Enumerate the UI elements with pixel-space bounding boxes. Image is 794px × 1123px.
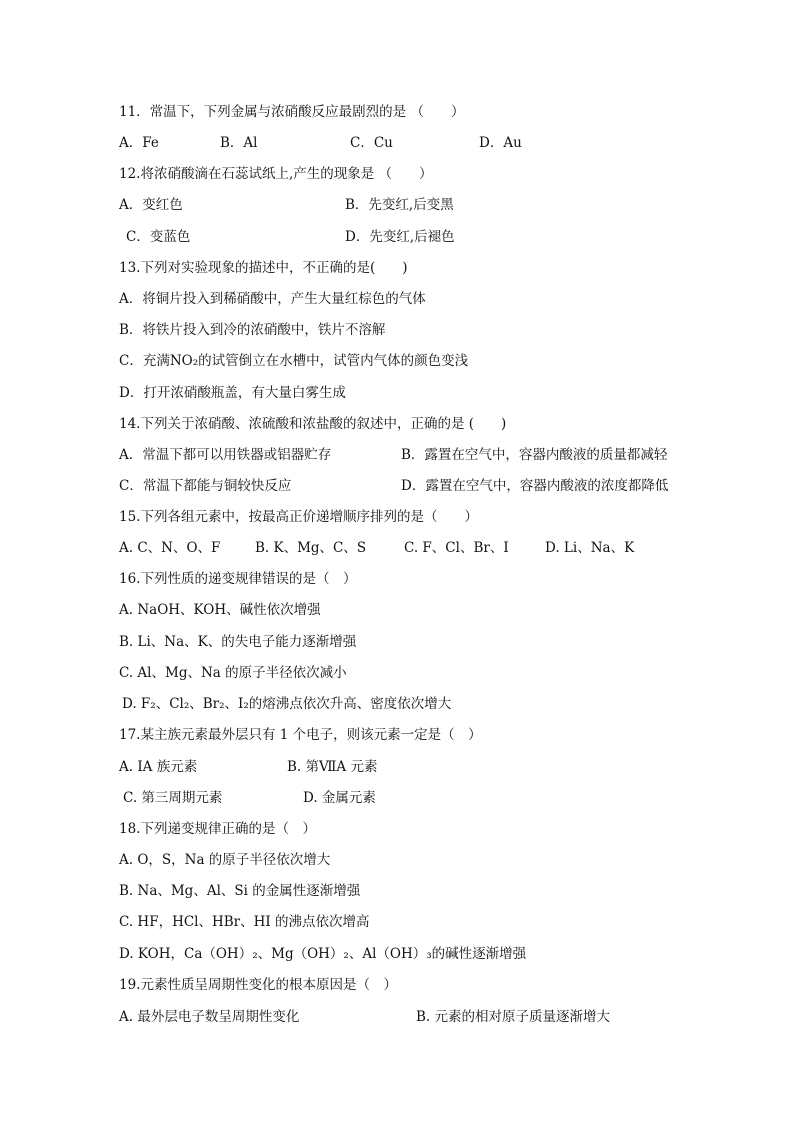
question-12-option-d: D．先变红,后褪色 <box>345 229 455 245</box>
question-13-option-c: C．充满NO₂的试管倒立在水槽中，试管内气体的颜色变浅 <box>119 353 469 369</box>
question-19-option-b: B. 元素的相对原子质量逐渐增大 <box>416 1009 611 1025</box>
question-16-option-b: B. Li、Na、K、的失电子能力逐渐增强 <box>119 634 357 650</box>
question-12-option-b: B．先变红,后变黑 <box>345 197 454 213</box>
question-18-stem: 18.下列递变规律正确的是（ ） <box>119 821 316 837</box>
question-16-option-a: A. NaOH、KOH、碱性依次增强 <box>119 602 321 618</box>
question-17-option-b: B. 第ⅦA 元素 <box>287 759 378 775</box>
question-15-stem: 15.下列各组元素中，按最高正价递增顺序排列的是（ ） <box>119 509 478 525</box>
question-11-stem: 11．常温下，下列金属与浓硝酸反应最剧烈的是 （ ） <box>119 104 465 120</box>
question-11-option-d: D．Au <box>479 135 522 151</box>
question-13-option-a: A．将铜片投入到稀硝酸中，产生大量红棕色的气体 <box>119 291 426 307</box>
question-15-option-b: B. K、Mg、C、S <box>255 540 367 556</box>
question-16-option-d: D. F₂、Cl₂、Br₂、I₂的熔沸点依次升高、密度依次增大 <box>122 696 452 712</box>
question-12-option-a: A．变红色 <box>119 197 183 213</box>
question-18-option-c: C. HF，HCl、HBr、HI 的沸点依次增高 <box>119 914 370 930</box>
question-15-option-a: A. C、N、O、F <box>119 540 221 556</box>
question-13-option-b: B．将铁片投入到冷的浓硝酸中，铁片不溶解 <box>119 322 386 338</box>
question-14-option-a: A．常温下都可以用铁器或铝器贮存 <box>119 447 332 463</box>
question-18-option-b: B. Na、Mg、Al、Si 的金属性逐渐增强 <box>119 883 361 899</box>
question-11-option-c: C．Cu <box>350 135 393 151</box>
question-17-option-d: D. 金属元素 <box>303 790 376 806</box>
question-14-stem: 14.下列关于浓硝酸、浓硫酸和浓盐酸的叙述中，正确的是 ( ) <box>119 416 507 432</box>
question-17-option-a: A. ⅠA 族元素 <box>119 759 198 775</box>
question-16-stem: 16.下列性质的递变规律错误的是（ ） <box>119 571 357 587</box>
question-19-option-a: A. 最外层电子数呈周期性变化 <box>119 1009 300 1025</box>
question-13-stem: 13.下列对实验现象的描述中，不正确的是( ) <box>119 260 408 276</box>
question-18-option-d: D. KOH，Ca（OH）₂、Mg（OH）₂、Al（OH）₃的碱性逐渐增强 <box>119 946 527 962</box>
question-15-option-c: C. F、Cl、Br、I <box>404 540 509 556</box>
question-17-stem: 17.某主族元素最外层只有 1 个电子，则该元素一定是（ ） <box>119 727 482 743</box>
question-14-option-c: C．常温下都能与铜较快反应 <box>119 478 292 494</box>
question-19-stem: 19.元素性质呈周期性变化的根本原因是（ ） <box>119 977 397 993</box>
question-15-option-d: D. Li、Na、K <box>545 540 635 556</box>
question-14-option-d: D．露置在空气中，容器内酸液的浓度都降低 <box>401 478 669 494</box>
question-18-option-a: A. O，S，Na 的原子半径依次增大 <box>119 852 331 868</box>
question-12-stem: 12.将浓硝酸滴在石蕊试纸上,产生的现象是 （ ） <box>119 166 433 182</box>
question-13-option-d: D．打开浓硝酸瓶盖，有大量白雾生成 <box>119 385 346 401</box>
question-17-option-c: C. 第三周期元素 <box>123 790 223 806</box>
question-11-option-b: B．Al <box>220 135 258 151</box>
question-12-option-c: C．变蓝色 <box>126 229 191 245</box>
question-11-option-a: A．Fe <box>119 135 159 151</box>
question-16-option-c: C. Al、Mg、Na 的原子半径依次减小 <box>119 665 347 681</box>
question-14-option-b: B．露置在空气中，容器内酸液的质量都减轻 <box>401 447 668 463</box>
